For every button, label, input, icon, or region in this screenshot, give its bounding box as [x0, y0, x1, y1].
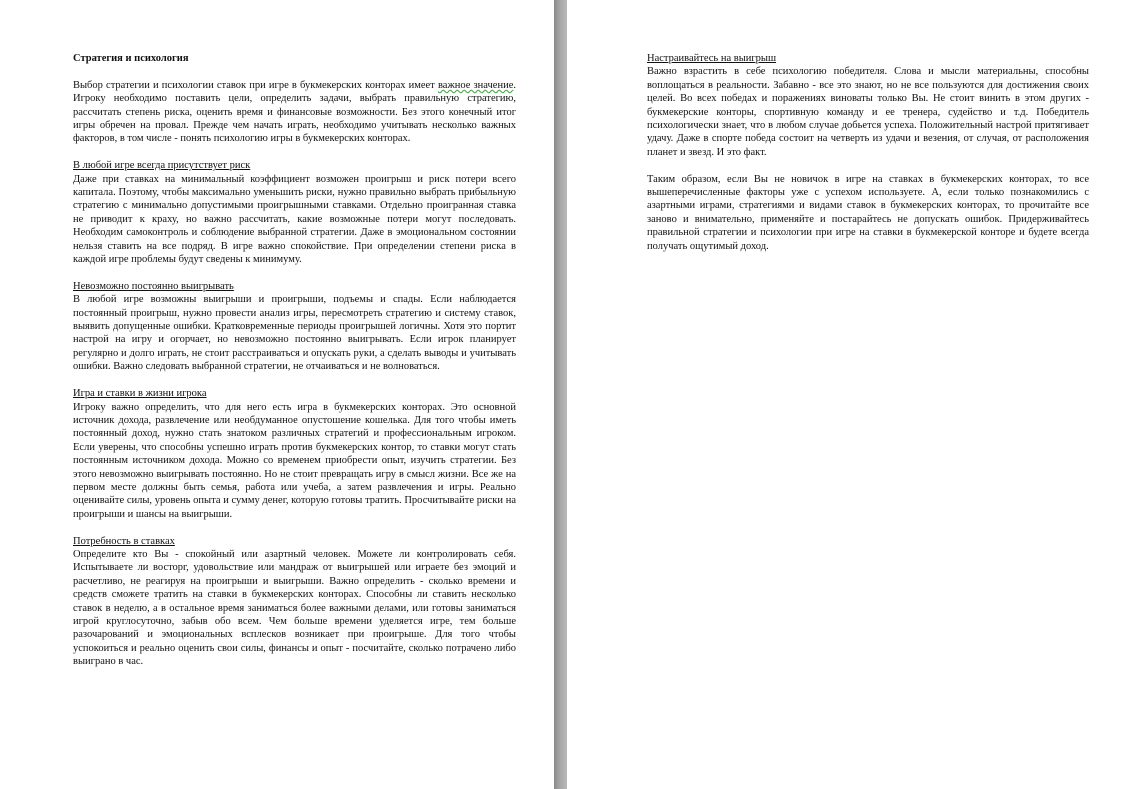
page-gutter [554, 0, 567, 789]
section-heading-risk: В любой игре всегда присутствует риск [73, 160, 251, 172]
intro-text-end: . Игроку необходимо поставить цели, определить задачи, выбрать правильную стратегию, рассчитать степень риска, оценить время и финансовые возможности. Без этого конечный итог игры обречен на провал. Прежде чем начать играть, необходимо учитывать несколько важных факторов, в том числе - понять психологию игры в букмекерских конторах. [73, 79, 516, 145]
grammar-flagged-phrase: важное значение [437, 79, 514, 91]
section-text-risk: Даже при ставках на минимальный коэффициент возможен проигрыш и риск потери всего капитала. Поэтому, чтобы максимально уменьшить риски, нужно правильно выбрать прибыльную стратегию с минимально допустимыми проигрышными ставками. Отдельно проигранная ставка не приводит к краху, но важно рассчитать, какие возможные потери могут последовать. Необходим самоконтроль и соблюдение выбранной стратегии. Даже в эмоциональном состоянии нельзя ставить на все подряд. В игре важно спокойствие. При определении степени риска в каждой игре проблемы будут сведены к минимуму. [73, 173, 516, 266]
page-1 [0, 0, 554, 789]
intro-paragraph [73, 79, 516, 146]
page-2 [567, 0, 1124, 789]
section-text-winning-mindset: Важно взрастить в себе психологию победителя. Слова и мысли материальны, способны воплощаться в реальности. Забавно - все это знают, но не все пользуются для достижения своих целей. Во всех победах и поражениях виноваты только Вы. Не стоит винить в этом других - букмекерские конторы, спортивную команду и ее тренера, судейство и т.д. Победитель психологически знает, что в любом случае добьется успеха. Положительный настрой притягивает удачу. Даже в спорте победа состоит на четверть из удачи и везения, от случая, от расположения планет и звезд. И это факт. [647, 66, 1089, 158]
intro-text-start: Выбор стратегии и психологии ставок при игре в букмекерских конторах имеет [73, 79, 438, 91]
section-heading-need-for-bets: Потребность в ставках [73, 535, 175, 547]
section-text-need-for-bets: Определите кто Вы - спокойный или азартный человек. Можете ли контролировать себя. Испытываете ли восторг, удовольствие или мандраж от выигрышей или играете без эмоций и расчетливо, не реагируя на проигрыши и выигрыши. Важно определить - сколько времени и средств сможете тратить на ставки в букмекерских конторах. Способны ли ставить несколько ставок в неделю, а в остальное время заниматься более важными делами, или готовы заниматься игрой круглосуточно, забыв обо всем. Чем больше времени уделяется игре, тем больше разочарований и эмоциональных всплесков возникает при проигрыше. Для того чтобы успокоиться и реально оценить свои силы, финансы и опыт - посчитайте, сколько потрачено либо выиграно в час. [73, 548, 516, 668]
page-2-text [647, 52, 1089, 266]
conclusion-paragraph: Таким образом, если Вы не новичок в игре на ставках в букмекерских конторах, то все вышеперечисленные факторы уже с успехом используете. А, если только познакомились с азартными играми, стратегиями и видами ставок в букмекерских конторах, то прочитайте все заново и внимательно, применяйте и постарайтесь не допускать ошибок. Придерживайтесь правильной стратегии и психологии при игре на ставки в букмекерской конторе и будете всегда получать ощутимый доход. [647, 173, 1089, 252]
document-title: Стратегия и психология [73, 53, 189, 64]
section-heading-always-win: Невозможно постоянно выигрывать [73, 280, 234, 292]
section-heading-winning-mindset: Настраивайтесь на выигрыш [647, 53, 777, 64]
section-text-always-win: В любой игре возможны выигрыши и проигрыши, подъемы и спады. Если наблюдается постоянный проигрыш, нужно провести анализ игры, пересмотреть стратегию и систему ставок, выявить допущенные ошибки. Кратковременные периоды проигрышей логичны. Хотя это портит настрой на игру и огорчает, но невозможно постоянно выигрывать. Если игрок планирует регулярно и долго играть, не стоит расстраиваться и опускать руки, а сделать выводы и учитывать ошибки. Важно следовать выбранной стратегии, не отчаиваться и не волноваться. [73, 294, 516, 373]
section-heading-game-in-life: Игра и ставки в жизни игрока [73, 388, 207, 400]
section-text-game-in-life: Игроку важно определить, что для него есть игра в букмекерских конторах. Это основной источник дохода, развлечение или необдуманное опустошение кошелька. Для того чтобы иметь постоянный доход, нужно стать знатоком различных стратегий и профессиональным игроком. Если уверены, что способны успешно играть против букмекерских контор, то ставки могут стать постоянным источником дохода. Можно со временем приобрести опыт, изучить стратегии. Без этого невозможно выигрывать постоянно. Но не стоит превращать игру в смысл жизни. Все же на первом месте должны быть семья, работа или учеба, а затем развлечения и игры. Реально оценивайте силы, уровень опыта и сумму денег, которую готовы тратить. Просчитывайте риски на проигрыши и шансы на выигрыши. [73, 401, 516, 520]
page-1-text [73, 52, 516, 682]
